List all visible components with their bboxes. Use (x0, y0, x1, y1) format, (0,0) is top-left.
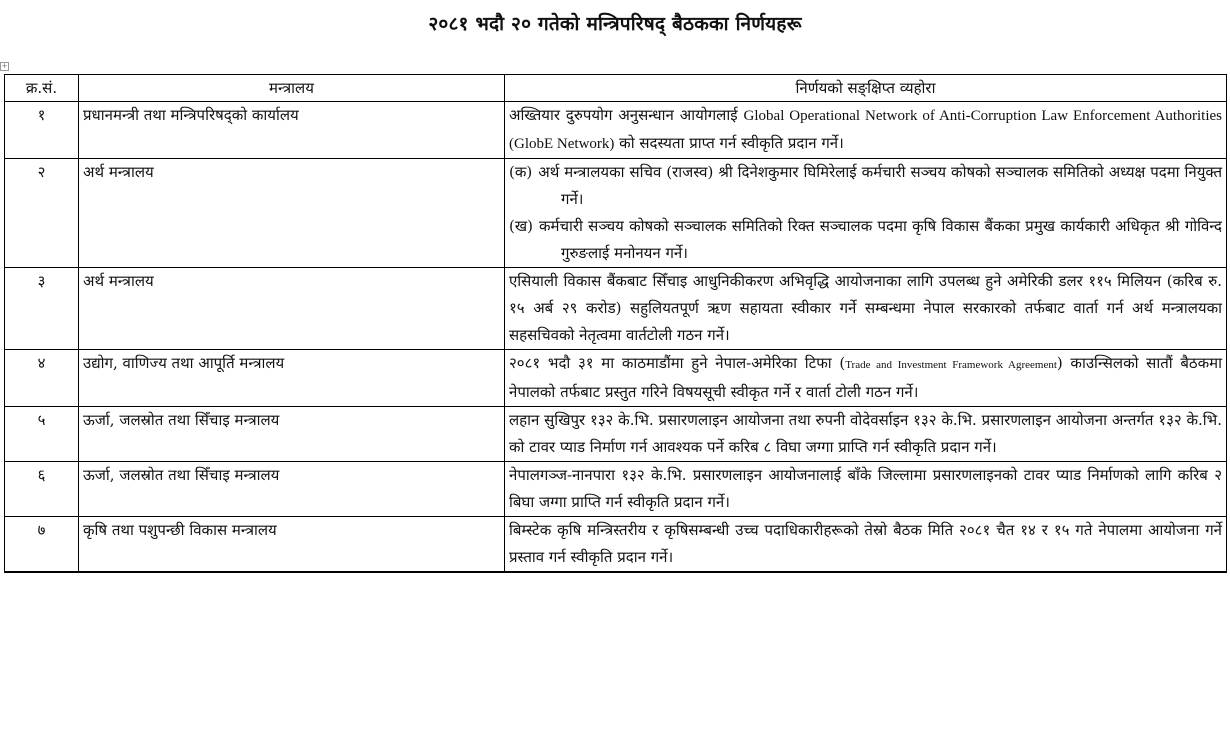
sub-item-text: अर्थ मन्त्रालयका सचिव (राजस्व) श्री दिनेशकुमार घिमिरेलाई कर्मचारी सञ्चय कोषको सञ्चालक समितिको अध्यक्ष पदमा नियुक्त गर्ने। (538, 163, 1222, 208)
summary-text: ) काउन्सिलको सातौं बैठकमा नेपालको तर्फबाट प्रस्तुत गरिने विषयसूची स्वीकृत गर्ने र वार्ता टोली गठन गर्ने। (509, 354, 1222, 401)
row-summary (505, 350, 1227, 407)
sub-item-text: कर्मचारी सञ्चय कोषको सञ्चालक समितिको रिक्त सञ्चालक पदमा कृषि विकास बैंकका प्रमुख कार्यकारी अधिकृत श्री गोविन्द गुरुङलाई मनोनयन गर्ने। (538, 217, 1222, 262)
row-ministry: ऊर्जा, जलस्रोत तथा सिँचाइ मन्त्रालय (79, 407, 505, 462)
row-ministry: कृषि तथा पशुपन्छी विकास मन्त्रालय (79, 517, 505, 572)
header-summary: निर्णयको सङ्क्षिप्त व्यहोरा (505, 75, 1227, 102)
table-row-partial (5, 572, 1227, 573)
table-row (5, 407, 1227, 462)
row-summary: एसियाली विकास बैंकबाट सिँचाइ आधुनिकीकरण अभिवृद्धि आयोजनाका लागि उपलब्ध हुने अमेरिकी डलर ११५ मिलियन (करिब रु. १५ अर्ब २९ करोड) सहुलियतपूर्ण ऋण सहायता स्वीकार गर्ने सम्बन्धमा नेपाल सरकारको तर्फबाट वार्ता गर्न अर्थ मन्त्रालयका सहसचिवको नेतृत्वमा वार्तटोली गठन गर्ने। (505, 268, 1227, 350)
row-serial: २ (5, 159, 79, 268)
row-ministry: उद्योग, वाणिज्य तथा आपूर्ति मन्त्रालय (79, 350, 505, 407)
table-move-handle-icon[interactable]: + (1, 62, 8, 70)
sub-item-marker: (ख) (509, 217, 533, 235)
row-serial: ४ (5, 350, 79, 407)
summary-english-text: Trade and Investment Framework Agreement (845, 359, 1057, 371)
summary-text: २०८१ भदौ ३१ मा काठमाडौंमा हुने नेपाल-अमेरिका टिफा ( (509, 354, 846, 372)
row-summary: बिम्स्टेक कृषि मन्त्रिस्तरीय र कृषिसम्बन्धी उच्च पदाधिकारीहरूको तेस्रो बैठक मिति २०८१ चैत १४ र १५ गते नेपालमा आयोजना गर्ने प्रस्ताव गर्न स्वीकृति प्रदान गर्ने। (505, 517, 1227, 572)
page-title: २०८१ भदौ २० गतेको मन्त्रिपरिषद् बैठकका निर्णयहरू (428, 13, 802, 35)
sub-item-marker: (क) (509, 163, 533, 181)
row-serial: ३ (5, 268, 79, 350)
row-serial: ५ (5, 407, 79, 462)
row-ministry: प्रधानमन्त्री तथा मन्त्रिपरिषद्को कार्यालय (79, 102, 505, 159)
table-row (5, 462, 1227, 517)
row-summary: नेपालगञ्ज-नानपारा १३२ के.भि. प्रसारणलाइन आयोजनालाई बाँके जिल्लामा प्रसारणलाइनको टावर प्याड निर्माणको लागि करिब २ बिघा जग्गा प्राप्ति गर्न स्वीकृति प्रदान गर्ने। (505, 462, 1227, 517)
table-row (5, 268, 1227, 350)
row-serial (5, 572, 79, 573)
row-serial: ६ (5, 462, 79, 517)
row-summary (505, 572, 1227, 573)
sub-item (509, 213, 1222, 267)
summary-english-text: Global Operational Network of Anti-Corruption Law Enforcement Authorities (GlobE Network) (509, 108, 1222, 152)
decisions-table (4, 74, 1227, 573)
header-serial: क्र.सं. (5, 75, 79, 102)
row-summary (505, 159, 1227, 268)
header-ministry: मन्त्रालय (79, 75, 505, 102)
table-row (5, 350, 1227, 407)
row-ministry: अर्थ मन्त्रालय (79, 268, 505, 350)
row-serial: ७ (5, 517, 79, 572)
sub-item (509, 159, 1222, 213)
row-summary: लहान सुखिपुर १३२ के.भि. प्रसारणलाइन आयोजना तथा रुपनी वोदेवर्साइन १३२ के.भि. प्रसारणलाइन आयोजना अन्तर्गत १३२ के.भि. को टावर प्याड निर्माण गर्न आवश्यक पर्ने करिब ८ विघा जग्गा प्राप्ति गर्न स्वीकृति प्रदान गर्ने। (505, 407, 1227, 462)
table-row (5, 159, 1227, 268)
row-ministry: अर्थ मन्त्रालय (79, 159, 505, 268)
summary-text: को सदस्यता प्राप्त गर्न स्वीकृति प्रदान गर्ने। (619, 134, 844, 152)
row-summary (505, 102, 1227, 159)
row-ministry: ऊर्जा, जलस्रोत तथा सिँचाइ मन्त्रालय (79, 462, 505, 517)
row-serial: १ (5, 102, 79, 159)
summary-text: अख्तियार दुरुपयोग अनुसन्धान आयोगलाई (509, 106, 738, 124)
table-row (5, 517, 1227, 572)
table-row (5, 102, 1227, 159)
table-header-row (5, 75, 1227, 102)
row-ministry (79, 572, 505, 573)
